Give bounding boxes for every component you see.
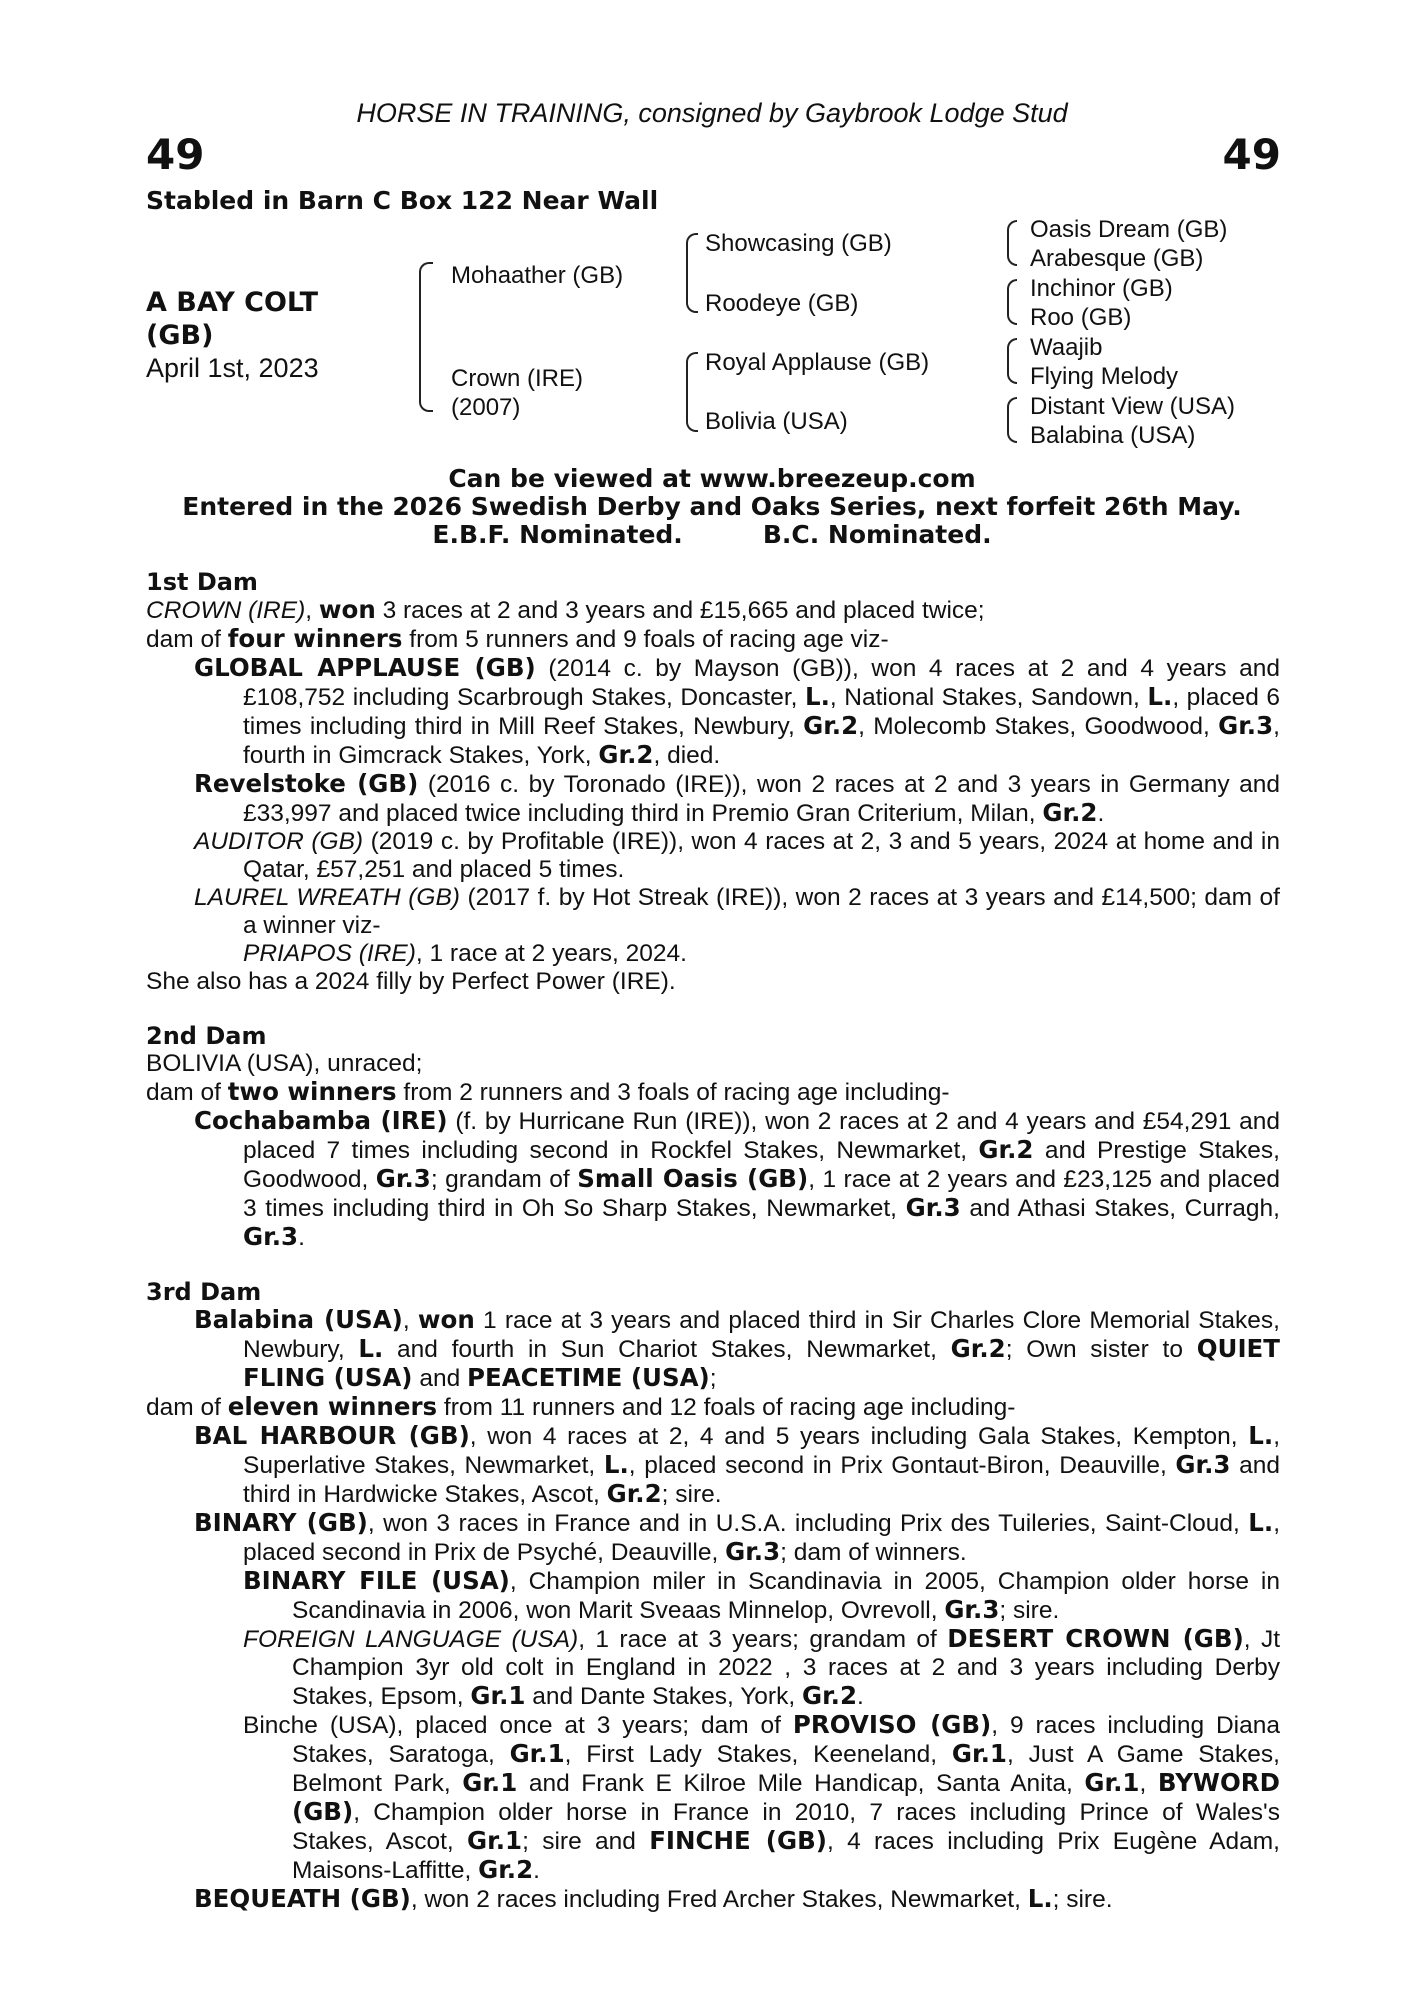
pedigree-dam: Crown (IRE)	[451, 365, 584, 392]
produce-bequeath: BEQUEATH (GB), won 2 races including Fred Archer Stakes, Newmarket, L.; sire.	[194, 1884, 1113, 1913]
pedigree-gen3-7: Distant View (USA)	[1030, 393, 1235, 420]
produce-laurel-wreath: LAUREL WREATH (GB) (2017 f. by Hot Streak (IRE)), won 2 races at 3 years and £14,500; dam of a winner viz-	[194, 884, 1280, 939]
produce-binche: Binche (USA), placed once at 3 years; dam of PROVISO (GB), 9 races including Diana Stakes, Saratoga, Gr.1, First Lady Stakes, Keeneland, Gr.1, Just A Game Stakes, Belmont Park, Gr.1 and Frank E Kilroe Mile Handicap, Santa Anita, Gr.1, BYWORD (GB), Champion older horse in France in 2010, 7 races including Prince of Wales's Stakes, Ascot, Gr.1; sire and FINCHE (GB), 4 races including Prix Eugène Adam, Maisons-Laffitte, Gr.2.	[243, 1710, 1281, 1884]
pedigree-sire-sire: Showcasing (GB)	[705, 230, 892, 257]
pedigree-brace	[1007, 338, 1017, 384]
pedigree-brace	[1007, 397, 1017, 443]
second-dam-produce-summary: dam of two winners from 2 runners and 3 foals of racing age including-	[146, 1077, 950, 1106]
third-dam-produce-summary: dam of eleven winners from 11 runners and 12 foals of racing age including-	[146, 1392, 1016, 1421]
first-dam-heading: 1st Dam	[146, 568, 258, 596]
pedigree-gen3-1: Oasis Dream (GB)	[1030, 216, 1228, 243]
lot-number-left: 49	[146, 130, 205, 179]
consignor-subtitle: HORSE IN TRAINING, consigned by Gaybrook Lodge Stud	[356, 98, 1068, 128]
pedigree-brace	[686, 233, 698, 313]
pedigree-sire-dam: Roodeye (GB)	[705, 290, 859, 317]
first-dam-record: CROWN (IRE), won 3 races at 2 and 3 years and £15,665 and placed twice;	[146, 595, 985, 624]
horse-origin: (GB)	[146, 320, 214, 351]
pedigree-gen3-8: Balabina (USA)	[1030, 422, 1196, 449]
second-dam-record: BOLIVIA (USA), unraced;	[146, 1050, 423, 1077]
produce-bal-harbour: BAL HARBOUR (GB), won 4 races at 2, 4 and 5 years including Gala Stakes, Kempton, L., Superlative Stakes, Newmarket, L., placed second in Prix Gontaut-Biron, Deauville, Gr.3 and third in Hardwicke Stakes, Ascot, Gr.2; sire.	[194, 1421, 1281, 1508]
pedigree-dam-dam: Bolivia (USA)	[705, 408, 848, 435]
first-dam-filly-note: She also has a 2024 filly by Perfect Power (IRE).	[146, 968, 676, 995]
produce-auditor: AUDITOR (GB) (2019 c. by Profitable (IRE)), won 4 races at 2, 3 and 5 years, 2024 at home and in Qatar, £57,251 and placed 5 times.	[194, 828, 1280, 883]
pedigree-brace	[686, 352, 698, 432]
produce-revelstoke: Revelstoke (GB) (2016 c. by Toronado (IRE)), won 2 races at 2 and 3 years in Germany and £33,997 and placed twice including third in Premio Gran Criterium, Milan, Gr.2.	[194, 769, 1281, 827]
third-dam-heading: 3rd Dam	[146, 1278, 262, 1306]
lot-number-right: 49	[1222, 130, 1281, 179]
nominations	[0, 520, 1424, 549]
pedigree-brace	[1007, 279, 1017, 325]
pedigree-gen3-4: Roo (GB)	[1030, 304, 1132, 331]
produce-foreign-language: FOREIGN LANGUAGE (USA), 1 race at 3 years; grandam of DESERT CROWN (GB), Jt Champion 3yr old colt in England in 2022 , 3 races at 2 and 3 years including Derby Stakes, Epsom, Gr.1 and Dante Stakes, York, Gr.2.	[243, 1624, 1281, 1710]
produce-priapos: PRIAPOS (IRE), 1 race at 2 years, 2024.	[243, 940, 687, 967]
produce-record	[146, 568, 1280, 1914]
pedigree-dam-sire: Royal Applause (GB)	[705, 349, 930, 376]
pedigree-dam-year: (2007)	[451, 394, 521, 421]
bc-nomination: B.C. Nominated.	[762, 520, 992, 549]
pedigree-gen3-2: Arabesque (GB)	[1030, 245, 1204, 272]
pedigree-gen3-6: Flying Melody	[1030, 363, 1179, 390]
produce-global-applause: GLOBAL APPLAUSE (GB) (2014 c. by Mayson (GB)), won 4 races at 2 and 4 years and £108,752 including Scarbrough Stakes, Doncaster, L., National Stakes, Sandown, L., placed 6 times including third in Mill Reef Stakes, Newbury, Gr.2, Molecomb Stakes, Goodwood, Gr.3, fourth in Gimcrack Stakes, York, Gr.2, died.	[194, 653, 1280, 769]
entry-note: Entered in the 2026 Swedish Derby and Oaks Series, next forfeit 26th May.	[182, 492, 1242, 521]
produce-binary-file: BINARY FILE (USA), Champion miler in Scandinavia in 2005, Champion older horse in Scandinavia in 2006, won Marit Sveaas Minnelop, Ovrevoll, Gr.3; sire.	[243, 1566, 1280, 1624]
stabled-location: Stabled in Barn C Box 122 Near Wall	[146, 186, 659, 215]
pedigree-brace	[1007, 220, 1017, 266]
viewing-note: Can be viewed at www.breezeup.com	[448, 464, 976, 493]
first-dam-produce-summary: dam of four winners from 5 runners and 9 foals of racing age viz-	[146, 624, 889, 653]
ebf-nomination: E.B.F. Nominated.	[432, 520, 683, 549]
pedigree-gen3-5: Waajib	[1030, 334, 1103, 361]
third-dam-record: Balabina (USA), won 1 race at 3 years and placed third in Sir Charles Clore Memorial Stakes, Newbury, L. and fourth in Sun Chariot Stakes, Newmarket, Gr.2; Own sister to QUIET FLING (USA) and PEACETIME (USA);	[194, 1305, 1281, 1392]
pedigree-sire: Mohaather (GB)	[451, 262, 624, 289]
second-dam-heading: 2nd Dam	[146, 1022, 267, 1050]
produce-cochabamba: Cochabamba (IRE) (f. by Hurricane Run (IRE)), won 2 races at 2 and 4 years and £54,291 and placed 7 times including second in Rockfel Stakes, Newmarket, Gr.2 and Prestige Stakes, Goodwood, Gr.3; grandam of Small Oasis (GB), 1 race at 2 years and £23,125 and placed 3 times including third in Oh So Sharp Stakes, Newmarket, Gr.3 and Athasi Stakes, Curragh, Gr.3.	[194, 1106, 1280, 1251]
horse-identity	[146, 286, 319, 385]
pedigree-gen3-3: Inchinor (GB)	[1030, 275, 1173, 302]
foaling-date: April 1st, 2023	[146, 353, 319, 383]
horse-name: A BAY COLT	[146, 287, 319, 318]
produce-binary: BINARY (GB), won 3 races in France and in U.S.A. including Prix des Tuileries, Saint-Cloud, L., placed second in Prix de Psyché, Deauville, Gr.3; dam of winners.	[194, 1508, 1280, 1566]
pedigree-brace	[419, 262, 433, 412]
